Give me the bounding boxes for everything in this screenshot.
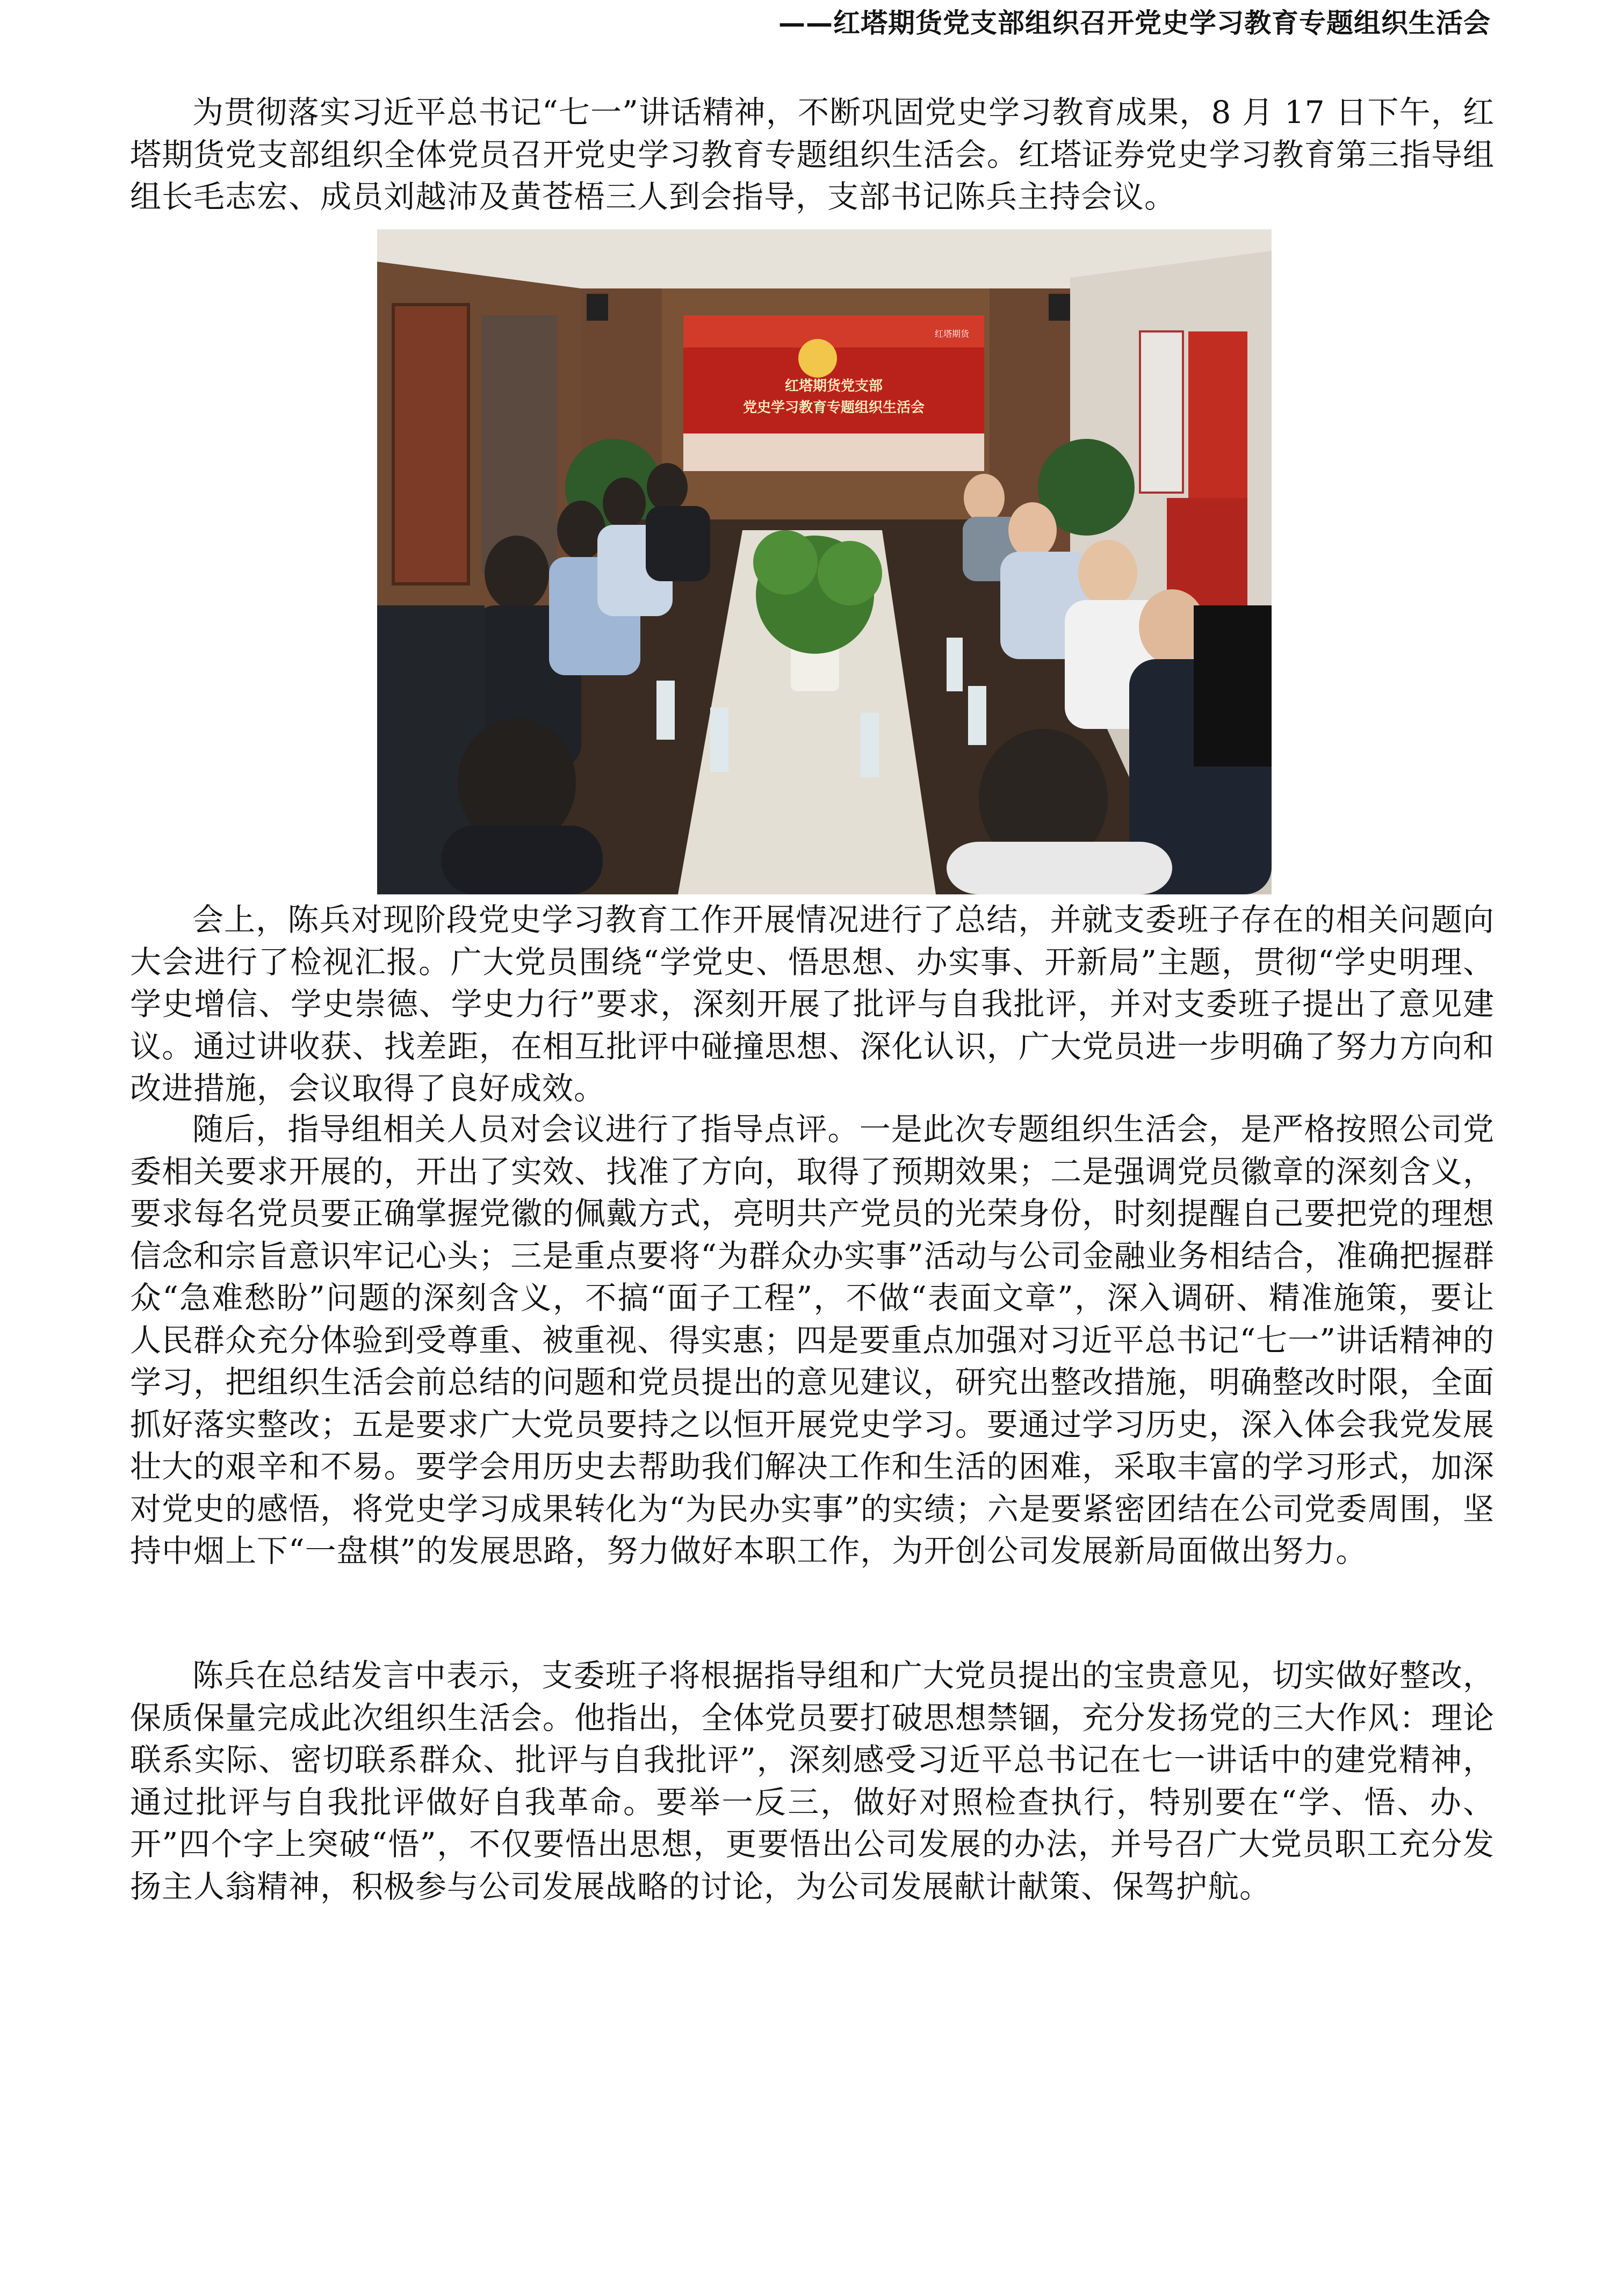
screen-title-line1: 红塔期货党支部 — [784, 378, 883, 394]
meeting-photo — [377, 229, 1272, 894]
paragraph-meeting-summary: 会上，陈兵对现阶段党史学习教育工作开展情况进行了总结，并就支委班子存在的相关问题向大会进行了检视汇报。广大党员围绕“学党史、悟思想、办实事、开新局”主题，贯彻“学史明理、学史增信、学史崇德、学史力行”要求，深刻开展了批评与自我批评，并对支委班子提出了意见建议。通过讲收获、找差距，在相互批评中碰撞思想、深化认识，广大党员进一步明确了努力方向和改进措施，会议取得了良好成效。 — [130, 901, 1495, 1107]
paragraph-closing-remarks: 陈兵在总结发言中表示，支委班子将根据指导组和广大党员提出的宝贵意见，切实做好整改，保质保量完成此次组织生活会。他指出，全体党员要打破思想禁锢，充分发扬党的三大作风：理论联系实际、密切联系群众、批评与自我批评”，深刻感受习近平总书记在七一讲话中的建党精神，通过批评与自我批评做好自我革命。要举一反三，做好对照检查执行，特别要在“学、悟、办、开”四个字上突破“悟”，不仅要悟出思想，更要悟出公司发展的办法，并号召广大党员职工充分发扬主人翁精神，积极参与公司发展战略的讨论，为公司发展献计献策、保驾护航。 — [130, 1657, 1495, 1905]
paragraph-guidance-review: 随后，指导组相关人员对会议进行了指导点评。一是此次专题组织生活会，是严格按照公司党委相关要求开展的，开出了实效、找准了方向，取得了预期效果；二是强调党员徽章的深刻含义，要求每名党员要正确掌握党徽的佩戴方式，亮明共产党员的光荣身份，时刻提醒自己要把党的理想信念和宗旨意识牢记心头；三是重点要将“为群众办实事”活动与公司金融业务相结合，准确把握群众“急难愁盼”问题的深刻含义，不搞“面子工程”，不做“表面文章”，深入调研、精准施策，要让人民群众充分体验到受尊重、被重视、得实惠；四是要重点加强对习近平总书记“七一”讲话精神的学习，把组织生活会前总结的问题和党员提出的意见建议，研究出整改措施，明确整改时限，全面抓好落实整改；五是要求广大党员要持之以恒开展党史学习。要通过学习历史，深入体会我党发展壮大的艰辛和不易。要学会用历史去帮助我们解决工作和生活的困难，采取丰富的学习形式，加深对党史的感悟，将党史学习成果转化为“为民办实事”的实绩；六是要紧密团结在公司党委周围，坚持中烟上下“一盘棋”的发展思路，努力做好本职工作，为开创公司发展新局面做出努力。 — [130, 1111, 1495, 1569]
screen-logo-text: 红塔期货 — [934, 329, 970, 339]
page-title: ——红塔期货党支部组织召开党史学习教育专题组织生活会 — [778, 8, 1491, 39]
screen-title-line2: 党史学习教育专题组织生活会 — [742, 400, 925, 416]
paragraph-intro: 为贯彻落实习近平总书记“七一”讲话精神，不断巩固党史学习教育成果，8 月 17 日下午，红塔期货党支部组织全体党员召开党史学习教育专题组织生活会。红塔证券党史学习教育第三指导组组长毛志宏、成员刘越沛及黄苍梧三人到会指导，支部书记陈兵主持会议。 — [130, 94, 1495, 215]
